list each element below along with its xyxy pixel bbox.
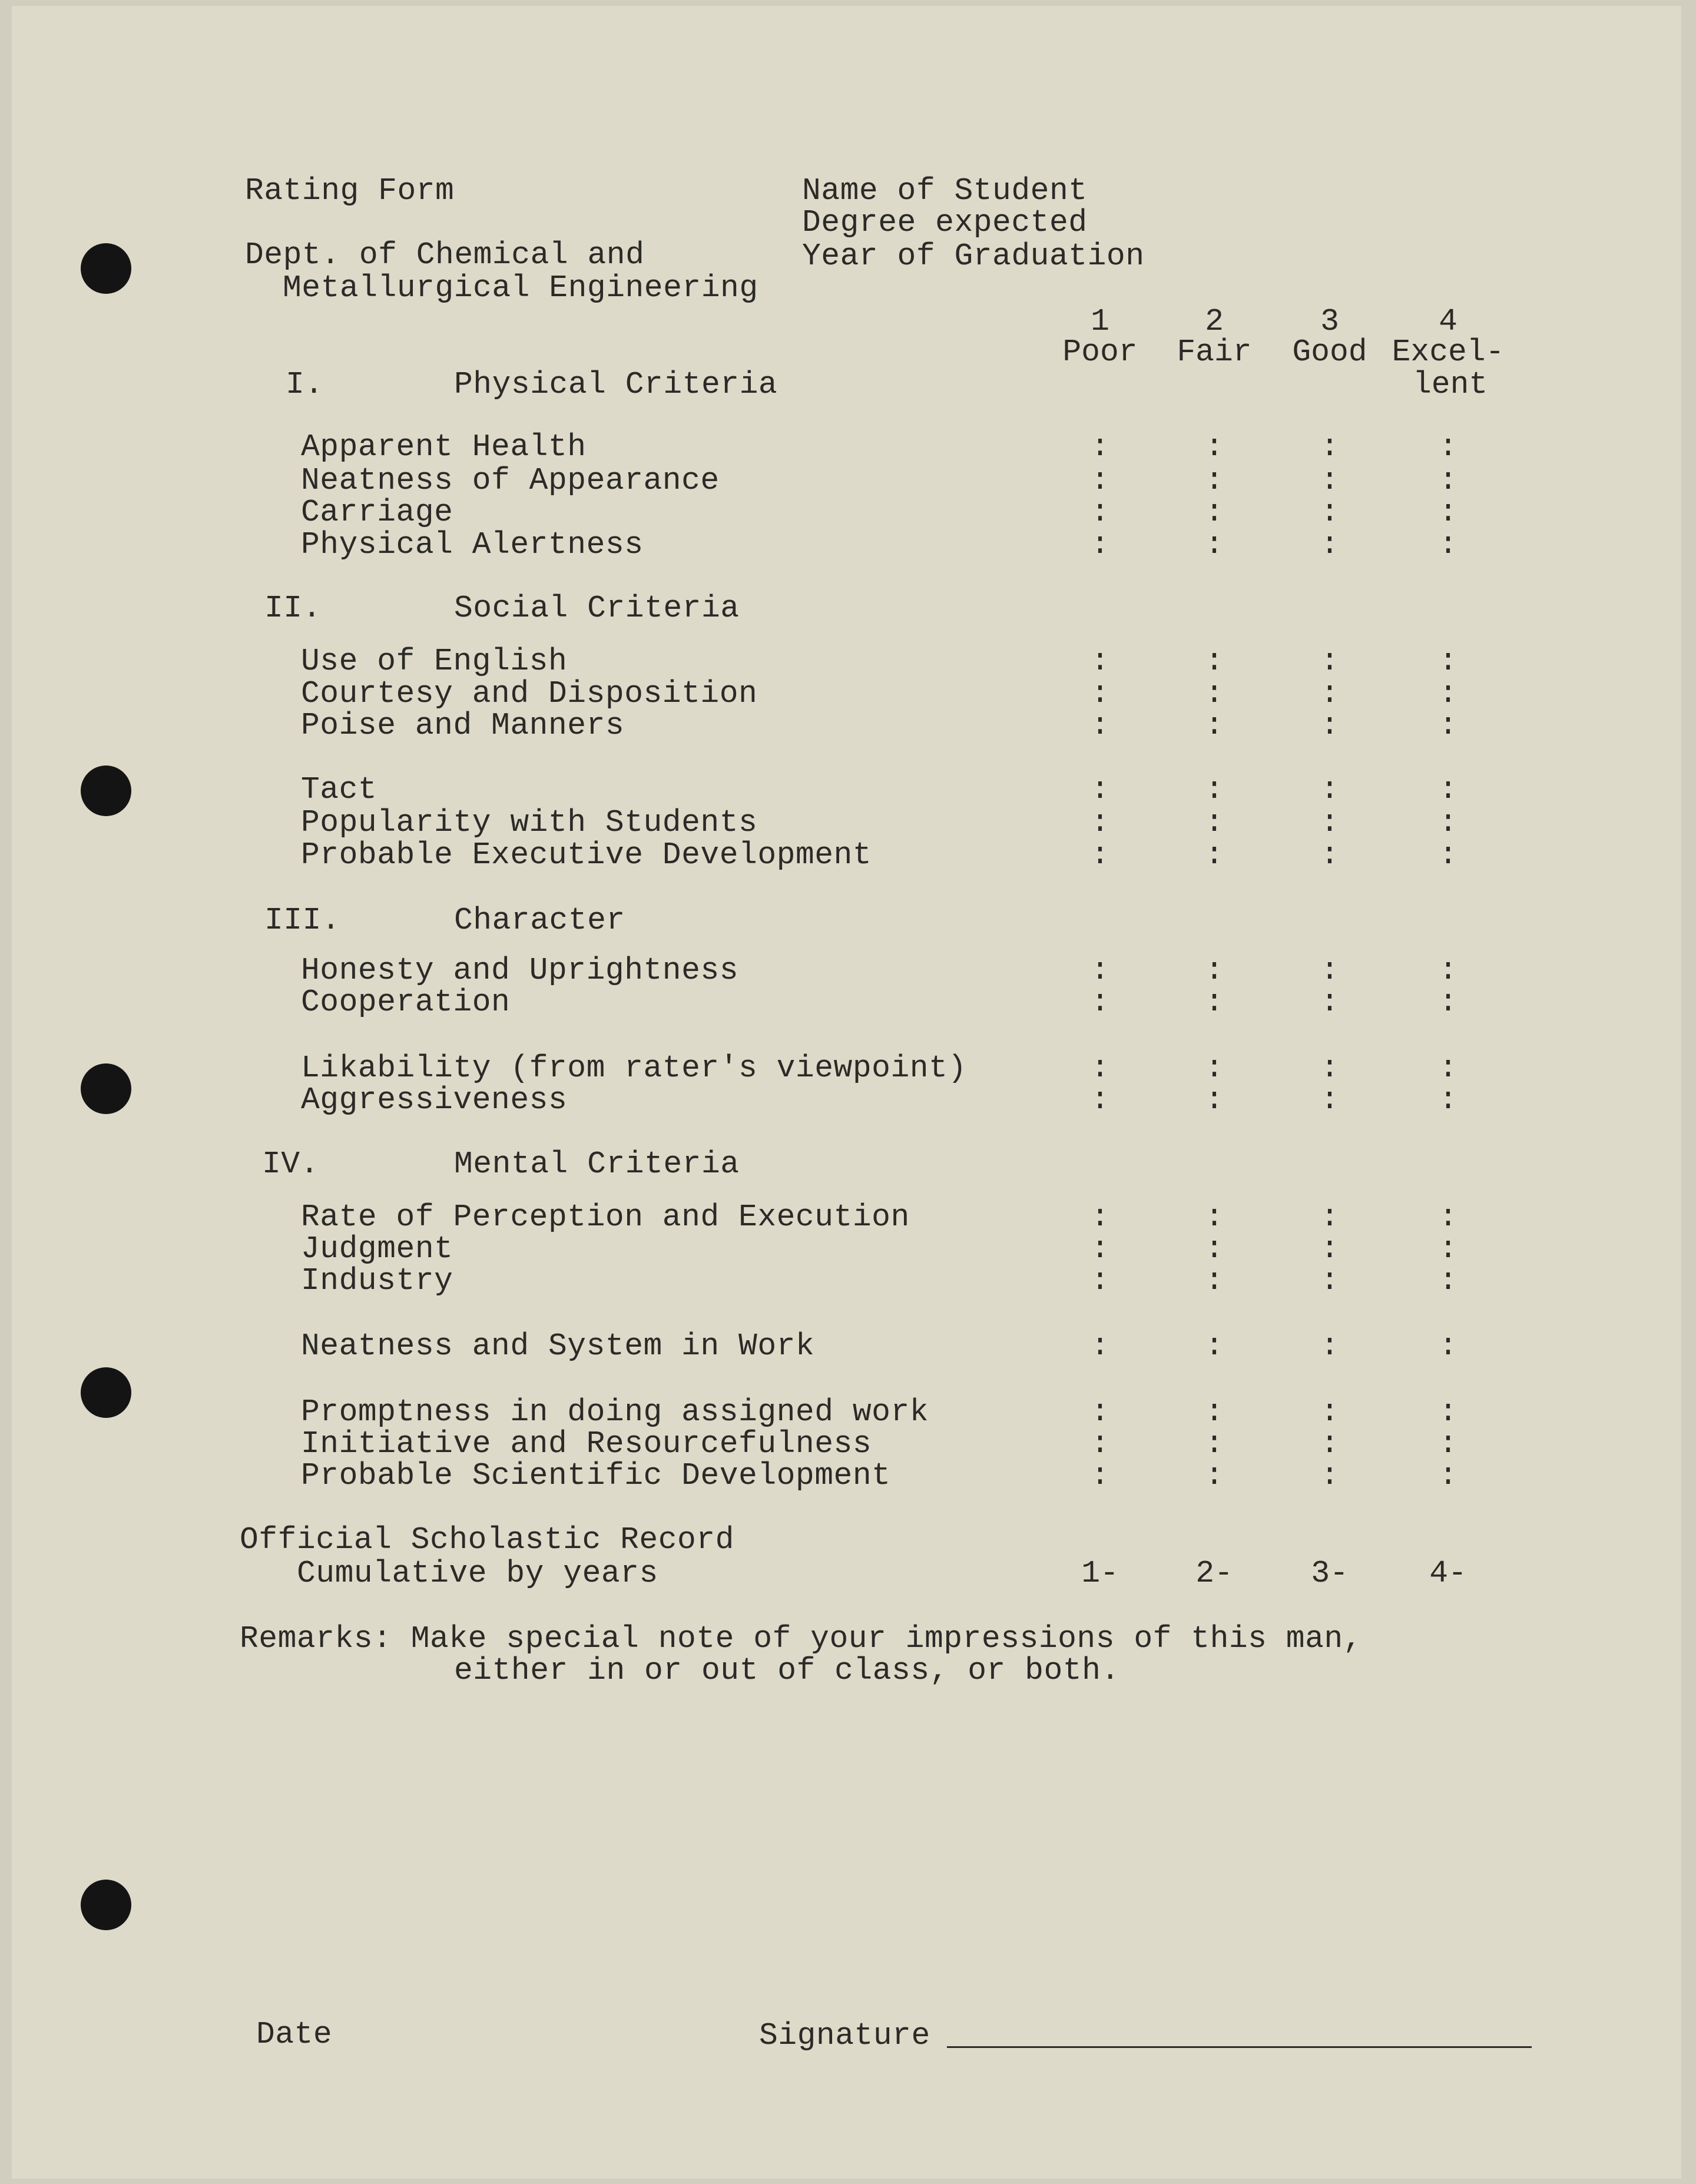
year-3: 3-	[1311, 1556, 1349, 1591]
criterion-label: Use of English	[301, 644, 568, 679]
rating-mark-3[interactable]: :	[1320, 495, 1339, 530]
section-numeral: III.	[264, 903, 341, 938]
rating-mark-1[interactable]: :	[1091, 463, 1109, 498]
rating-mark-4[interactable]: :	[1439, 805, 1458, 840]
section-title: Physical Criteria	[454, 367, 778, 402]
rating-mark-1[interactable]: :	[1091, 429, 1109, 465]
criterion-label: Neatness of Appearance	[301, 463, 720, 498]
rating-mark-3[interactable]: :	[1320, 953, 1339, 988]
rating-mark-1[interactable]: :	[1091, 644, 1109, 679]
scholastic-label: Official Scholastic Record	[240, 1522, 734, 1557]
cumulative-label: Cumulative by years	[297, 1556, 658, 1591]
criterion-label: Rate of Perception and Execution	[301, 1199, 910, 1235]
rating-mark-3[interactable]: :	[1320, 1394, 1339, 1430]
punch-hole	[81, 1367, 131, 1418]
rating-mark-3[interactable]: :	[1320, 1082, 1339, 1118]
rating-mark-4[interactable]: :	[1439, 1050, 1458, 1086]
remarks-line2: either in or out of class, or both.	[454, 1653, 1120, 1688]
year-1: 1-	[1081, 1556, 1119, 1591]
rating-mark-4[interactable]: :	[1439, 1426, 1458, 1461]
rating-mark-1[interactable]: :	[1091, 1328, 1109, 1364]
rating-mark-2[interactable]: :	[1205, 805, 1224, 840]
criterion-label: Probable Scientific Development	[301, 1458, 891, 1493]
rating-mark-2[interactable]: :	[1205, 1328, 1224, 1364]
column-label-cont: lent	[1413, 367, 1488, 402]
date-label: Date	[256, 2017, 333, 2052]
rating-mark-1[interactable]: :	[1091, 772, 1109, 807]
criterion-label: Judgment	[301, 1231, 453, 1267]
rating-mark-4[interactable]: :	[1439, 1328, 1458, 1364]
rating-mark-2[interactable]: :	[1205, 1199, 1224, 1235]
column-label: Poor	[1062, 334, 1138, 370]
rating-mark-3[interactable]: :	[1320, 985, 1339, 1020]
criterion-label: Industry	[301, 1263, 453, 1298]
rating-mark-1[interactable]: :	[1091, 708, 1109, 743]
rating-mark-4[interactable]: :	[1439, 837, 1458, 873]
section-numeral: II.	[264, 591, 322, 626]
dept-line2: Metallurgical Engineering	[283, 270, 758, 306]
section-title: Mental Criteria	[454, 1146, 740, 1182]
criterion-label: Carriage	[301, 495, 453, 530]
criterion-label: Likability (from rater's viewpoint)	[301, 1050, 967, 1086]
rating-mark-1[interactable]: :	[1091, 1394, 1109, 1430]
rating-mark-3[interactable]: :	[1320, 837, 1339, 873]
rating-mark-1[interactable]: :	[1091, 1199, 1109, 1235]
rating-mark-3[interactable]: :	[1320, 1263, 1339, 1298]
rating-mark-2[interactable]: :	[1205, 463, 1224, 498]
rating-mark-4[interactable]: :	[1439, 1458, 1458, 1493]
rating-mark-4[interactable]: :	[1439, 644, 1458, 679]
rating-mark-4[interactable]: :	[1439, 429, 1458, 465]
rating-mark-3[interactable]: :	[1320, 676, 1339, 711]
rating-mark-2[interactable]: :	[1205, 676, 1224, 711]
rating-mark-2[interactable]: :	[1205, 644, 1224, 679]
rating-mark-2[interactable]: :	[1205, 1263, 1224, 1298]
year-2: 2-	[1195, 1556, 1233, 1591]
rating-mark-2[interactable]: :	[1205, 495, 1224, 530]
rating-mark-4[interactable]: :	[1439, 1394, 1458, 1430]
criterion-label: Probable Executive Development	[301, 837, 872, 873]
rating-mark-3[interactable]: :	[1320, 429, 1339, 465]
rating-mark-1[interactable]: :	[1091, 1458, 1109, 1493]
section-title: Character	[454, 903, 625, 938]
rating-mark-2[interactable]: :	[1205, 985, 1224, 1020]
rating-mark-3[interactable]: :	[1320, 772, 1339, 807]
rating-mark-2[interactable]: :	[1205, 953, 1224, 988]
rating-mark-4[interactable]: :	[1439, 708, 1458, 743]
criterion-label: Popularity with Students	[301, 805, 758, 840]
rating-mark-3[interactable]: :	[1320, 1458, 1339, 1493]
rating-mark-2[interactable]: :	[1205, 1231, 1224, 1267]
rating-mark-3[interactable]: :	[1320, 1231, 1339, 1267]
rating-mark-3[interactable]: :	[1320, 1426, 1339, 1461]
punch-hole	[81, 765, 131, 816]
column-number: 1	[1091, 304, 1109, 339]
criterion-label: Initiative and Resourcefulness	[301, 1426, 872, 1461]
rating-mark-2[interactable]: :	[1205, 1458, 1224, 1493]
signature-label: Signature	[759, 2018, 930, 2053]
student-name-field: Name of Student	[802, 173, 1088, 208]
rating-mark-4[interactable]: :	[1439, 1231, 1458, 1267]
punch-hole	[81, 243, 131, 294]
rating-mark-1[interactable]: :	[1091, 985, 1109, 1020]
rating-mark-1[interactable]: :	[1091, 837, 1109, 873]
rating-mark-4[interactable]: :	[1439, 1082, 1458, 1118]
rating-mark-2[interactable]: :	[1205, 772, 1224, 807]
rating-mark-3[interactable]: :	[1320, 708, 1339, 743]
remarks-line1: Remarks: Make special note of your impressions of this man,	[240, 1621, 1363, 1656]
rating-mark-1[interactable]: :	[1091, 953, 1109, 988]
dept-line1: Dept. of Chemical and	[245, 237, 645, 273]
column-number: 2	[1205, 304, 1224, 339]
rating-mark-1[interactable]: :	[1091, 676, 1109, 711]
rating-mark-4[interactable]: :	[1439, 676, 1458, 711]
rating-mark-2[interactable]: :	[1205, 708, 1224, 743]
rating-mark-2[interactable]: :	[1205, 1082, 1224, 1118]
rating-mark-4[interactable]: :	[1439, 1263, 1458, 1298]
rating-mark-4[interactable]: :	[1439, 527, 1458, 562]
rating-mark-3[interactable]: :	[1320, 1328, 1339, 1364]
rating-mark-1[interactable]: :	[1091, 1426, 1109, 1461]
rating-mark-2[interactable]: :	[1205, 1394, 1224, 1430]
column-label: Fair	[1177, 334, 1252, 370]
criterion-label: Promptness in doing assigned work	[301, 1394, 929, 1430]
column-label: Excel-	[1392, 334, 1505, 370]
rating-mark-3[interactable]: :	[1320, 463, 1339, 498]
rating-mark-3[interactable]: :	[1320, 1199, 1339, 1235]
criterion-label: Tact	[301, 772, 377, 807]
section-numeral: I.	[286, 367, 324, 402]
rating-mark-2[interactable]: :	[1205, 1050, 1224, 1086]
rating-mark-4[interactable]: :	[1439, 495, 1458, 530]
rating-mark-1[interactable]: :	[1091, 1263, 1109, 1298]
rating-mark-1[interactable]: :	[1091, 1082, 1109, 1118]
rating-mark-2[interactable]: :	[1205, 527, 1224, 562]
criterion-label: Aggressiveness	[301, 1082, 568, 1118]
signature-line[interactable]	[947, 2046, 1532, 2048]
section-title: Social Criteria	[454, 591, 740, 626]
criterion-label: Courtesy and Disposition	[301, 676, 758, 711]
rating-mark-4[interactable]: :	[1439, 985, 1458, 1020]
criterion-label: Cooperation	[301, 985, 511, 1020]
criterion-label: Honesty and Uprightness	[301, 953, 739, 988]
rating-mark-3[interactable]: :	[1320, 644, 1339, 679]
rating-mark-2[interactable]: :	[1205, 837, 1224, 873]
rating-mark-4[interactable]: :	[1439, 772, 1458, 807]
rating-mark-1[interactable]: :	[1091, 495, 1109, 530]
rating-mark-1[interactable]: :	[1091, 805, 1109, 840]
criterion-label: Physical Alertness	[301, 527, 644, 562]
rating-mark-4[interactable]: :	[1439, 1199, 1458, 1235]
rating-mark-2[interactable]: :	[1205, 1426, 1224, 1461]
criterion-label: Poise and Manners	[301, 708, 625, 743]
punch-hole	[81, 1880, 131, 1930]
rating-mark-3[interactable]: :	[1320, 805, 1339, 840]
rating-mark-3[interactable]: :	[1320, 1050, 1339, 1086]
rating-mark-1[interactable]: :	[1091, 1050, 1109, 1086]
rating-mark-3[interactable]: :	[1320, 527, 1339, 562]
criterion-label: Apparent Health	[301, 429, 587, 465]
rating-mark-4[interactable]: :	[1439, 463, 1458, 498]
year-field: Year of Graduation	[802, 238, 1145, 274]
year-4: 4-	[1429, 1556, 1467, 1591]
degree-field: Degree expected	[802, 205, 1088, 240]
rating-mark-1[interactable]: :	[1091, 527, 1109, 562]
column-number: 3	[1320, 304, 1339, 339]
form-title: Rating Form	[245, 173, 455, 208]
rating-mark-4[interactable]: :	[1439, 953, 1458, 988]
criterion-label: Neatness and System in Work	[301, 1328, 815, 1364]
rating-mark-2[interactable]: :	[1205, 429, 1224, 465]
section-numeral: IV.	[262, 1146, 319, 1182]
punch-hole	[81, 1063, 131, 1114]
column-number: 4	[1439, 304, 1458, 339]
column-label: Good	[1292, 334, 1367, 370]
rating-mark-1[interactable]: :	[1091, 1231, 1109, 1267]
